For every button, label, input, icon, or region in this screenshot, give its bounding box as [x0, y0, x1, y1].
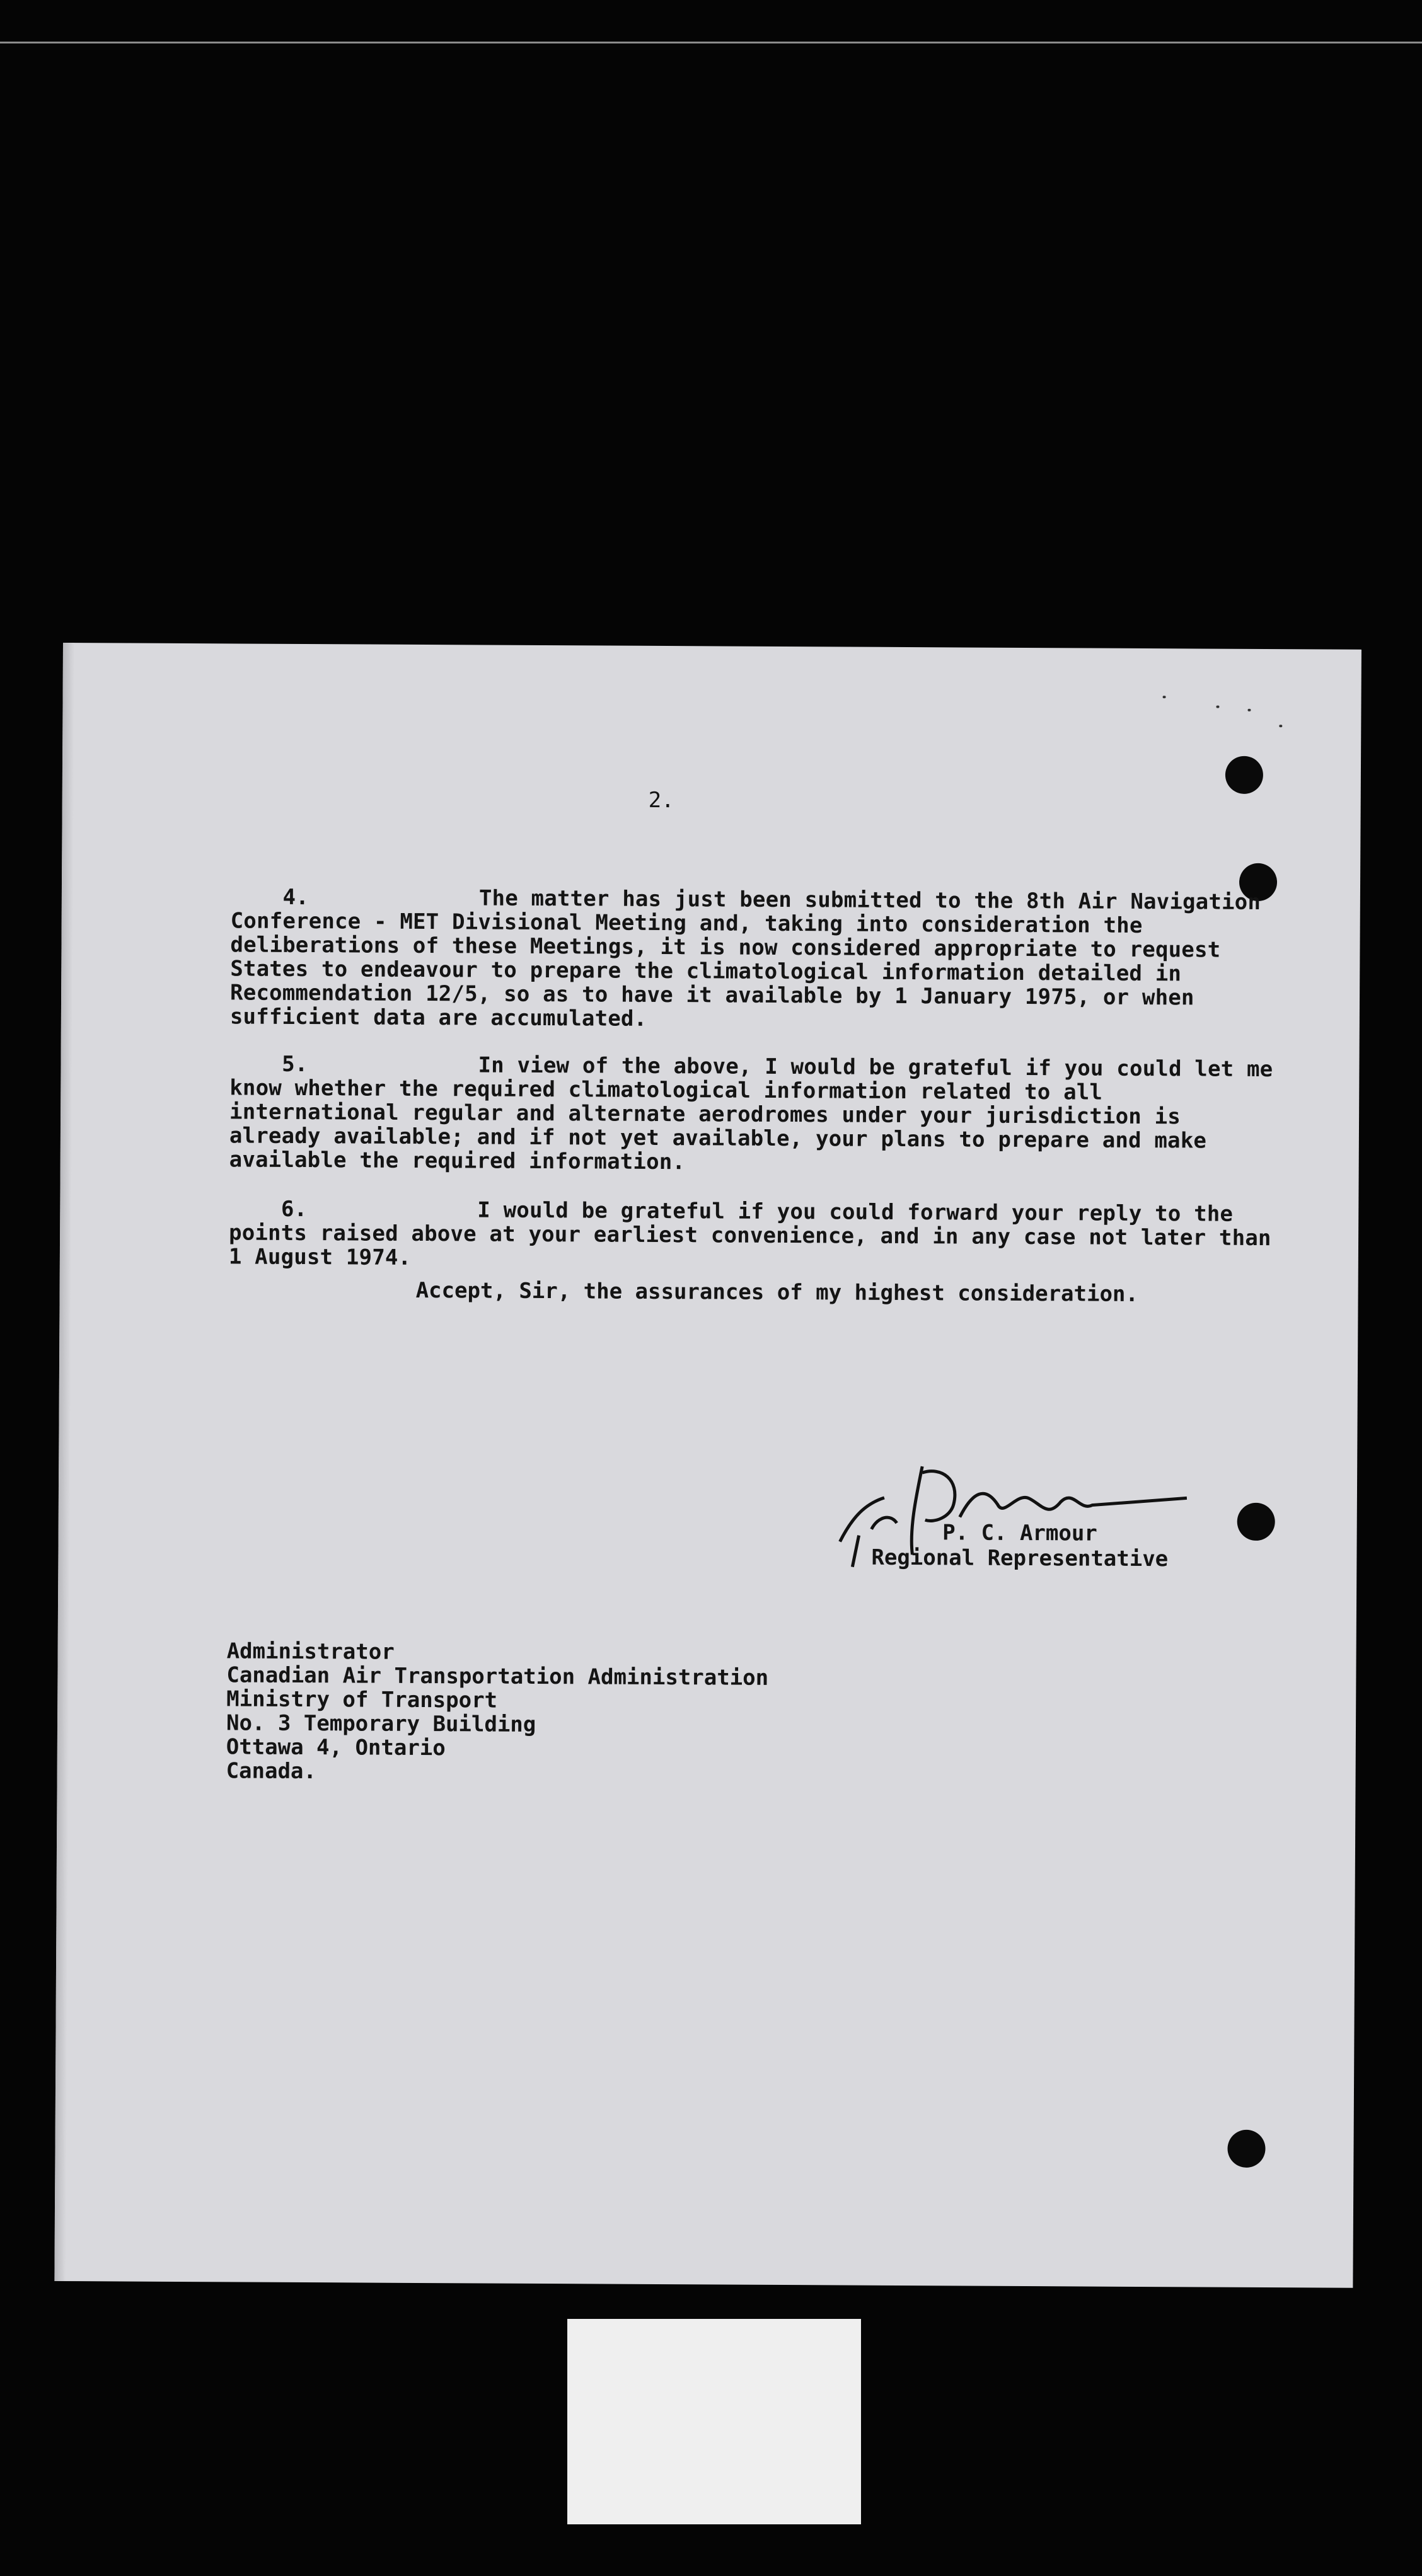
- paragraph-text: I would be grateful if you could forward your reply to the points raised above at your earliest convenience, and in any case not later than 1 August 1974.: [228, 1197, 1285, 1270]
- paragraph-number: 6.: [280, 1196, 308, 1222]
- page-edge-shadow: [54, 643, 74, 2281]
- white-slip: [567, 2319, 861, 2524]
- signature-block: [871, 1520, 1168, 1572]
- scan-speck: [1163, 696, 1166, 698]
- scan-speck: [1247, 709, 1251, 711]
- document-page: [54, 643, 1361, 2288]
- scan-speck: [1279, 725, 1282, 727]
- page-number: 2.: [648, 787, 674, 814]
- paragraph-number: 5.: [282, 1051, 308, 1078]
- punch-hole: [1237, 1503, 1275, 1541]
- address-line: Ottawa 4, Ontario: [226, 1734, 446, 1761]
- recipient-address: [226, 1639, 769, 1785]
- signer-name: P. C. Armour: [942, 1520, 1097, 1546]
- address-line: Ministry of Transport: [226, 1686, 498, 1713]
- paragraph-number: 4.: [282, 884, 309, 911]
- address-line: Canadian Air Transportation Administration: [226, 1662, 769, 1691]
- address-line: No. 3 Temporary Building: [226, 1710, 536, 1737]
- punch-hole: [1225, 756, 1263, 794]
- closing-line: Accept, Sir, the assurances of my highest consideration.: [415, 1277, 1139, 1307]
- scan-top-border: [0, 42, 1422, 43]
- signer-title: Regional Representative: [871, 1544, 1169, 1572]
- paragraph-text: In view of the above, I would be grateful if you could let me know whether the required climatological information related to all international regular and alternate aerodromes under your jurisdiction is already available; and if not yet available, your plans to prepare and make available the required information.: [229, 1052, 1286, 1175]
- punch-hole: [1227, 2130, 1265, 2168]
- scan-speck: [1216, 706, 1219, 708]
- paragraph-text: The matter has just been submitted to the 8th Air Navigation Conference - MET Divisional Meeting and, taking into consideration the deliberations of these Meetings, it is now considered appropriate to request States to endeavour to prepare the climatological information detailed in Recommendation 12/5, so as to have it available by 1 January 1975, or when sufficient data are accumulated.: [229, 885, 1274, 1032]
- address-line: Canada.: [226, 1758, 317, 1785]
- address-line: Administrator: [226, 1638, 395, 1665]
